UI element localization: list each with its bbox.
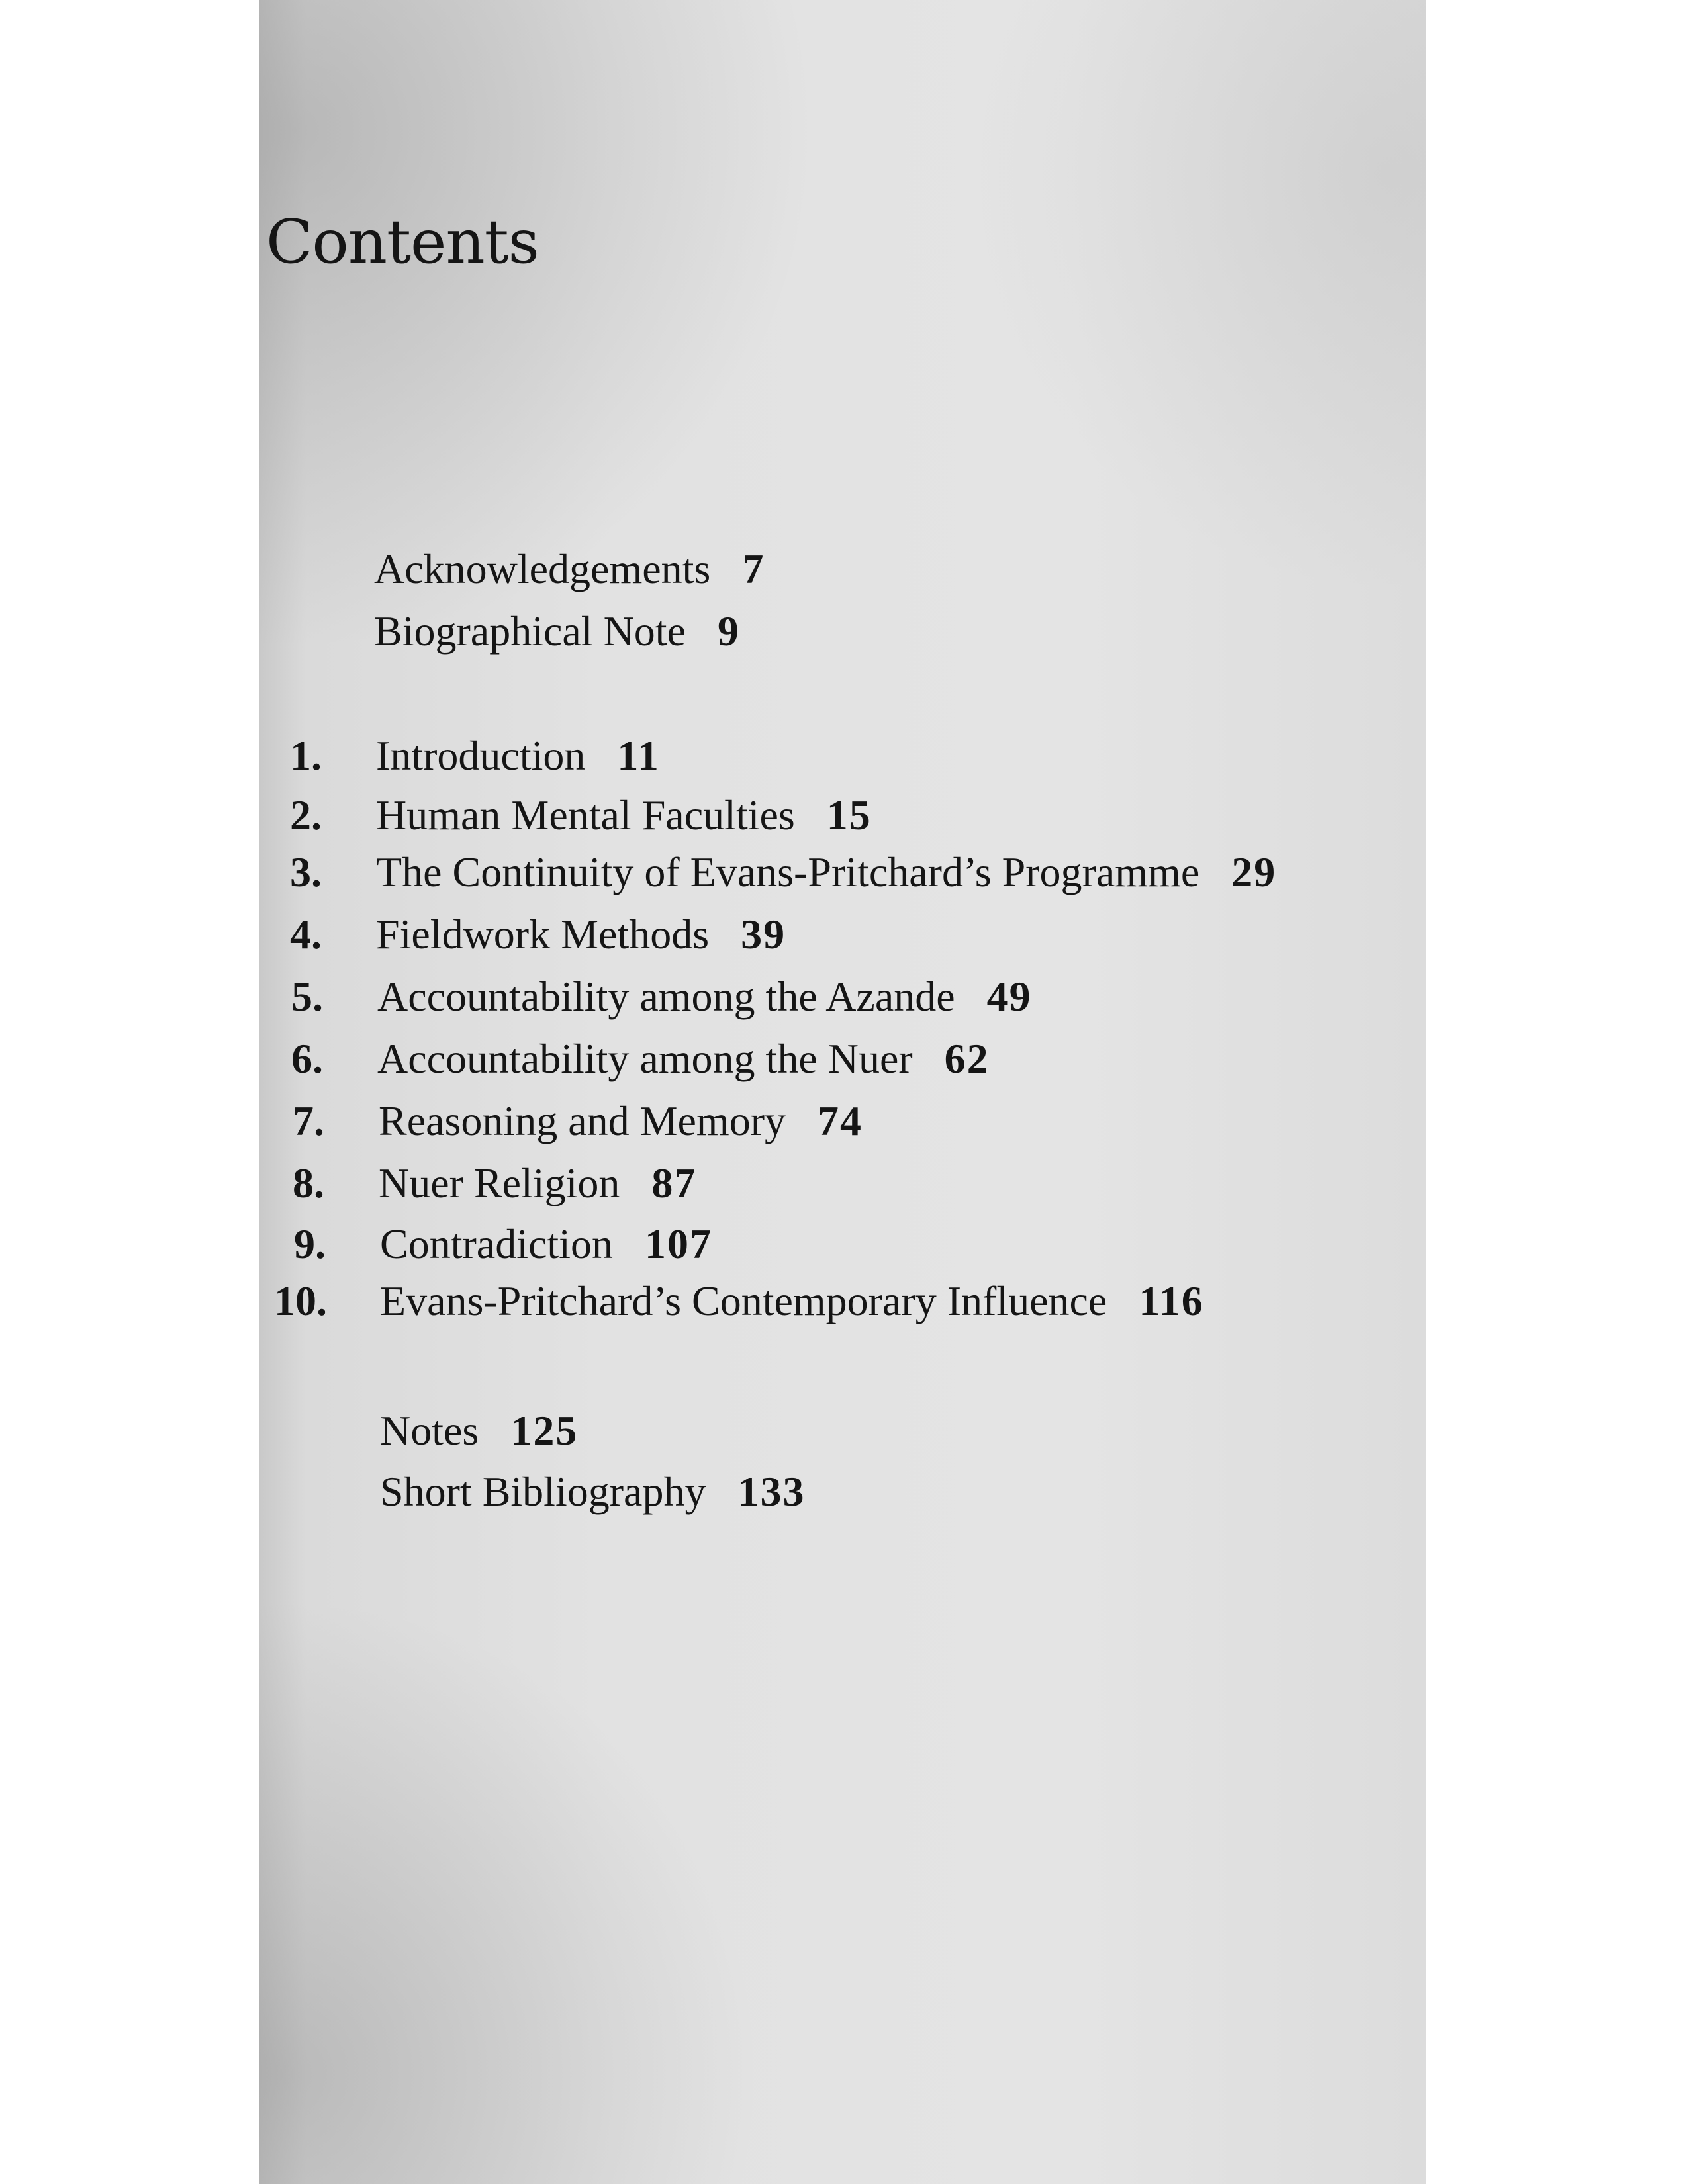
toc-entry-page: 133	[737, 1468, 806, 1515]
chapter-number: 10.	[274, 1277, 327, 1324]
toc-chapter-5	[291, 973, 1032, 1020]
toc-entry-title: Acknowledgements	[374, 545, 711, 592]
toc-chapter-6	[291, 1035, 990, 1082]
chapter-page: 62	[944, 1035, 990, 1082]
chapter-title: Accountability among the Nuer	[377, 1035, 913, 1082]
chapter-title: Fieldwork Methods	[376, 911, 710, 958]
chapter-title: Contradiction	[380, 1220, 613, 1267]
chapter-number: 6.	[291, 1035, 323, 1082]
chapter-title: Human Mental Faculties	[376, 792, 795, 839]
toc-chapter-9	[294, 1220, 712, 1267]
toc-entry-page: 125	[510, 1407, 579, 1454]
chapter-page: 15	[826, 792, 872, 839]
toc-entry-page: 7	[742, 545, 765, 592]
toc-entry-short-bibliography	[380, 1468, 806, 1515]
chapter-title: Accountability among the Azande	[377, 973, 955, 1020]
chapter-title: Introduction	[376, 732, 586, 779]
toc-entry-biographical-note	[374, 610, 740, 653]
toc-chapter-1	[290, 732, 660, 779]
chapter-page: 87	[651, 1160, 697, 1206]
chapter-page: 107	[644, 1220, 712, 1267]
chapter-title: Nuer Religion	[379, 1160, 620, 1206]
chapter-number: 7.	[293, 1097, 324, 1144]
toc-chapter-7	[293, 1097, 863, 1144]
chapter-number: 8.	[293, 1160, 324, 1206]
toc-entry-notes	[380, 1407, 579, 1454]
toc-chapter-3	[290, 848, 1277, 895]
chapter-page: 29	[1231, 848, 1277, 895]
toc-entry-title: Biographical Note	[374, 608, 686, 655]
chapter-number: 2.	[290, 792, 322, 839]
chapter-number: 9.	[294, 1220, 326, 1267]
chapter-number: 4.	[290, 911, 322, 958]
chapter-page: 11	[617, 732, 660, 779]
page-title: Contents	[266, 206, 539, 277]
toc-entry-title: Short Bibliography	[380, 1468, 706, 1515]
chapter-page: 39	[741, 911, 786, 958]
toc-entry-acknowledgements	[374, 545, 765, 592]
toc-chapter-8	[293, 1160, 697, 1206]
chapter-number: 5.	[291, 973, 323, 1020]
chapter-number: 3.	[290, 848, 322, 895]
toc-chapter-10	[274, 1277, 1204, 1324]
chapter-title: Reasoning and Memory	[379, 1097, 786, 1144]
chapter-title: Evans-Pritchard’s Contemporary Influence	[380, 1277, 1107, 1324]
toc-chapter-4	[290, 911, 786, 958]
chapter-title: The Continuity of Evans-Pritchard’s Programme	[376, 848, 1200, 895]
chapter-page: 49	[986, 973, 1032, 1020]
toc-entry-page: 9	[717, 608, 740, 655]
chapter-page: 116	[1139, 1277, 1204, 1324]
scanned-page	[259, 0, 1426, 2184]
chapter-number: 1.	[290, 732, 322, 779]
toc-entry-title: Notes	[380, 1407, 479, 1454]
toc-chapter-2	[290, 792, 872, 839]
chapter-page: 74	[818, 1097, 863, 1144]
